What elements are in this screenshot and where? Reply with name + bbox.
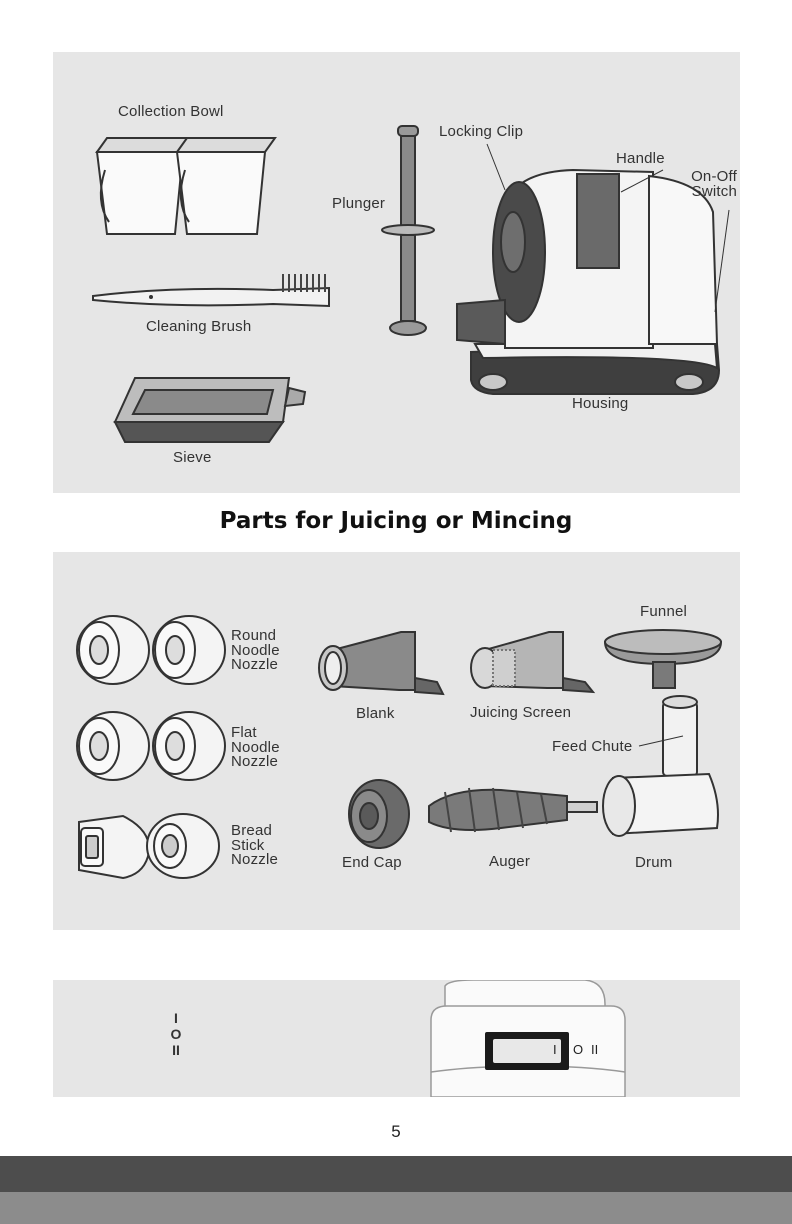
round-noodle-nozzle-image	[77, 616, 225, 684]
switch-rocker-label-off: O	[573, 1042, 584, 1057]
footer-band-dark	[0, 1156, 792, 1192]
funnel-label: Funnel	[640, 603, 688, 620]
juicing-screen-label: Juicing Screen	[470, 704, 572, 721]
locking-clip-label: Locking Clip	[439, 123, 524, 140]
blank-label: Blank	[356, 705, 395, 722]
collection-bowl-image	[97, 138, 275, 234]
on-off-switch-label: On-Off Switch	[691, 168, 737, 200]
sieve-image	[115, 378, 305, 442]
cleaning-brush-label: Cleaning Brush	[146, 318, 252, 335]
housing-image	[457, 170, 719, 394]
cleaning-brush-image	[93, 274, 329, 306]
juicing-parts-panel	[53, 552, 740, 930]
switch-rocker-label-reverse: II	[591, 1042, 599, 1057]
handle-label: Handle	[616, 150, 665, 167]
footer-band-light	[0, 1192, 792, 1224]
drum-label: Drum	[635, 854, 673, 871]
housing-label: Housing	[572, 395, 629, 412]
blank-image	[319, 632, 443, 694]
drum-image	[603, 696, 718, 836]
plunger-image	[382, 126, 434, 335]
switch-panel	[53, 980, 740, 1097]
plunger-label: Plunger	[332, 195, 386, 212]
switch-illustration	[53, 980, 740, 1097]
end-cap-label: End Cap	[342, 854, 402, 871]
flat-noodle-nozzle-label: Flat Noodle Nozzle	[231, 724, 280, 770]
auger-label: Auger	[489, 853, 531, 870]
bread-stick-nozzle-image	[79, 814, 219, 878]
switch-symbol-off: O	[170, 1026, 182, 1042]
collection-bowl-label: Collection Bowl	[118, 103, 224, 120]
end-cap-image	[349, 780, 409, 848]
funnel-image	[605, 630, 721, 688]
juicing-parts-illustration	[53, 552, 740, 930]
bread-stick-nozzle-label: Bread Stick Nozzle	[231, 822, 279, 868]
section-title: Parts for Juicing or Mincing	[219, 508, 573, 534]
switch-symbol-reverse: II	[172, 1042, 180, 1058]
auger-image	[429, 788, 597, 832]
juicing-screen-image	[471, 632, 593, 692]
page-number: 5	[391, 1122, 401, 1141]
accessories-panel	[53, 52, 740, 493]
feed-chute-label: Feed Chute	[552, 738, 633, 755]
sieve-label: Sieve	[173, 449, 212, 466]
switch-symbol-on: I	[174, 1010, 178, 1026]
round-noodle-nozzle-label: Round Noodle Nozzle	[231, 627, 280, 673]
flat-noodle-nozzle-image	[77, 712, 225, 780]
switch-rocker-label-on: I	[553, 1042, 557, 1057]
